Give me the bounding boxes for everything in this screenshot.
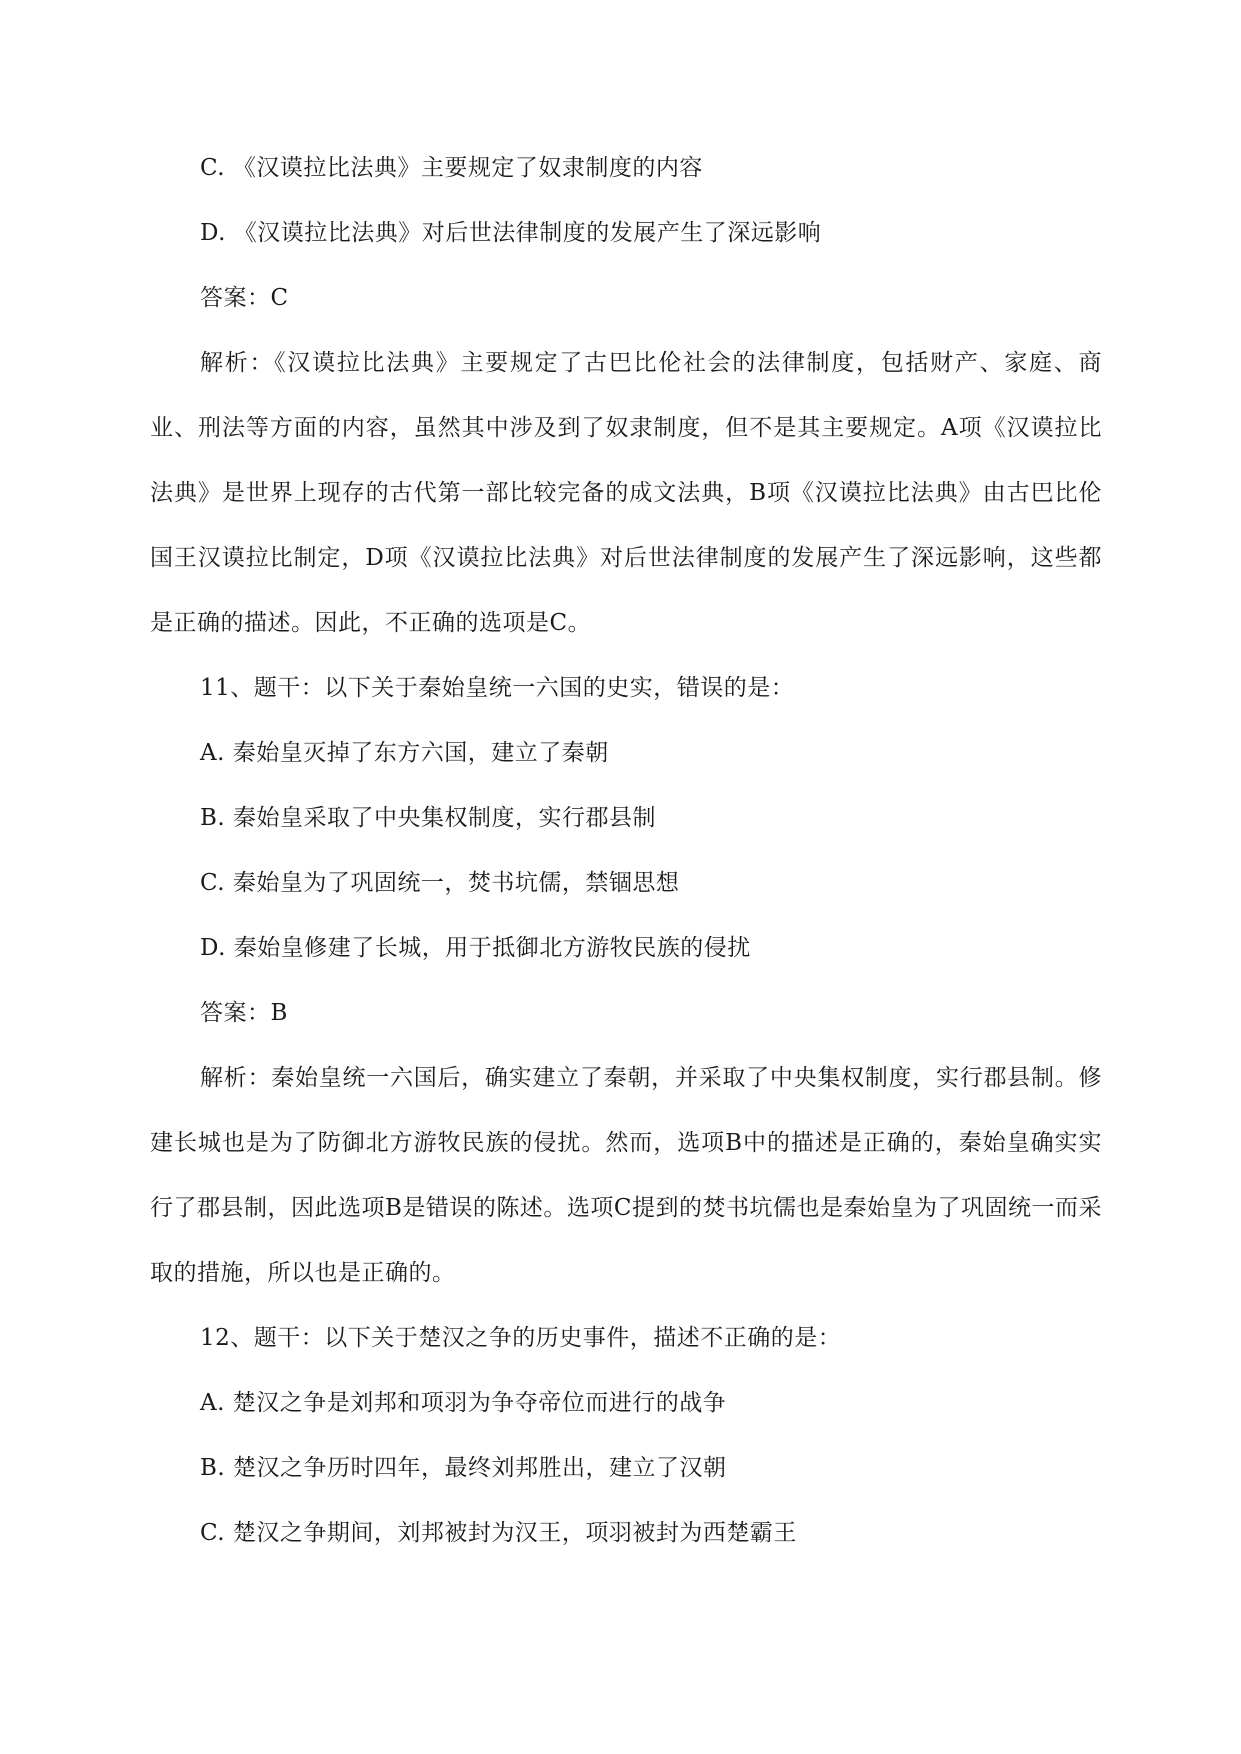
q11-option-a: A. 秦始皇灭掉了东方六国，建立了秦朝: [200, 740, 609, 766]
q12-option-b: B. 楚汉之争历时四年，最终刘邦胜出，建立了汉朝: [200, 1455, 727, 1481]
q11-stem: 11、题干：以下关于秦始皇统一六国的史实，错误的是：: [200, 675, 795, 701]
q12-stem: 12、题干：以下关于楚汉之争的历史事件，描述不正确的是：: [200, 1325, 842, 1351]
q11-option-c: C. 秦始皇为了巩固统一，焚书坑儒，禁锢思想: [200, 870, 680, 896]
q11-option-b: B. 秦始皇采取了中央集权制度，实行郡县制: [200, 805, 657, 831]
q11-answer: 答案：B: [200, 1000, 288, 1026]
q12-option-a: A. 楚汉之争是刘邦和项羽为争夺帝位而进行的战争: [200, 1390, 727, 1416]
q11-option-d: D. 秦始皇修建了长城，用于抵御北方游牧民族的侵扰: [200, 935, 751, 961]
document-page: [150, 136, 1102, 1566]
q10-answer: 答案：C: [200, 285, 289, 311]
q10-option-c: C. 《汉谟拉比法典》主要规定了奴隶制度的内容: [200, 155, 703, 181]
q12-option-c: C. 楚汉之争期间，刘邦被封为汉王，项羽被封为西楚霸王: [200, 1520, 797, 1546]
q11-analysis: 解析：秦始皇统一六国后，确实建立了秦朝，并采取了中央集权制度，实行郡县制。修建长城也是为了防御北方游牧民族的侵扰。然而，选项B中的描述是正确的，秦始皇确实实行了郡县制，因此选项B是错误的陈述。选项C提到的焚书坑儒也是秦始皇为了巩固统一而采取的措施，所以也是正确的。: [150, 1065, 1102, 1286]
q10-analysis: 解析：《汉谟拉比法典》主要规定了古巴比伦社会的法律制度，包括财产、家庭、商业、刑法等方面的内容，虽然其中涉及到了奴隶制度，但不是其主要规定。A项《汉谟拉比法典》是世界上现存的古代第一部比较完备的成文法典，B项《汉谟拉比法典》由古巴比伦国王汉谟拉比制定，D项《汉谟拉比法典》对后世法律制度的发展产生了深远影响，这些都是正确的描述。因此，不正确的选项是C。: [150, 350, 1102, 636]
q10-option-d: D. 《汉谟拉比法典》对后世法律制度的发展产生了深远影响: [200, 220, 822, 246]
